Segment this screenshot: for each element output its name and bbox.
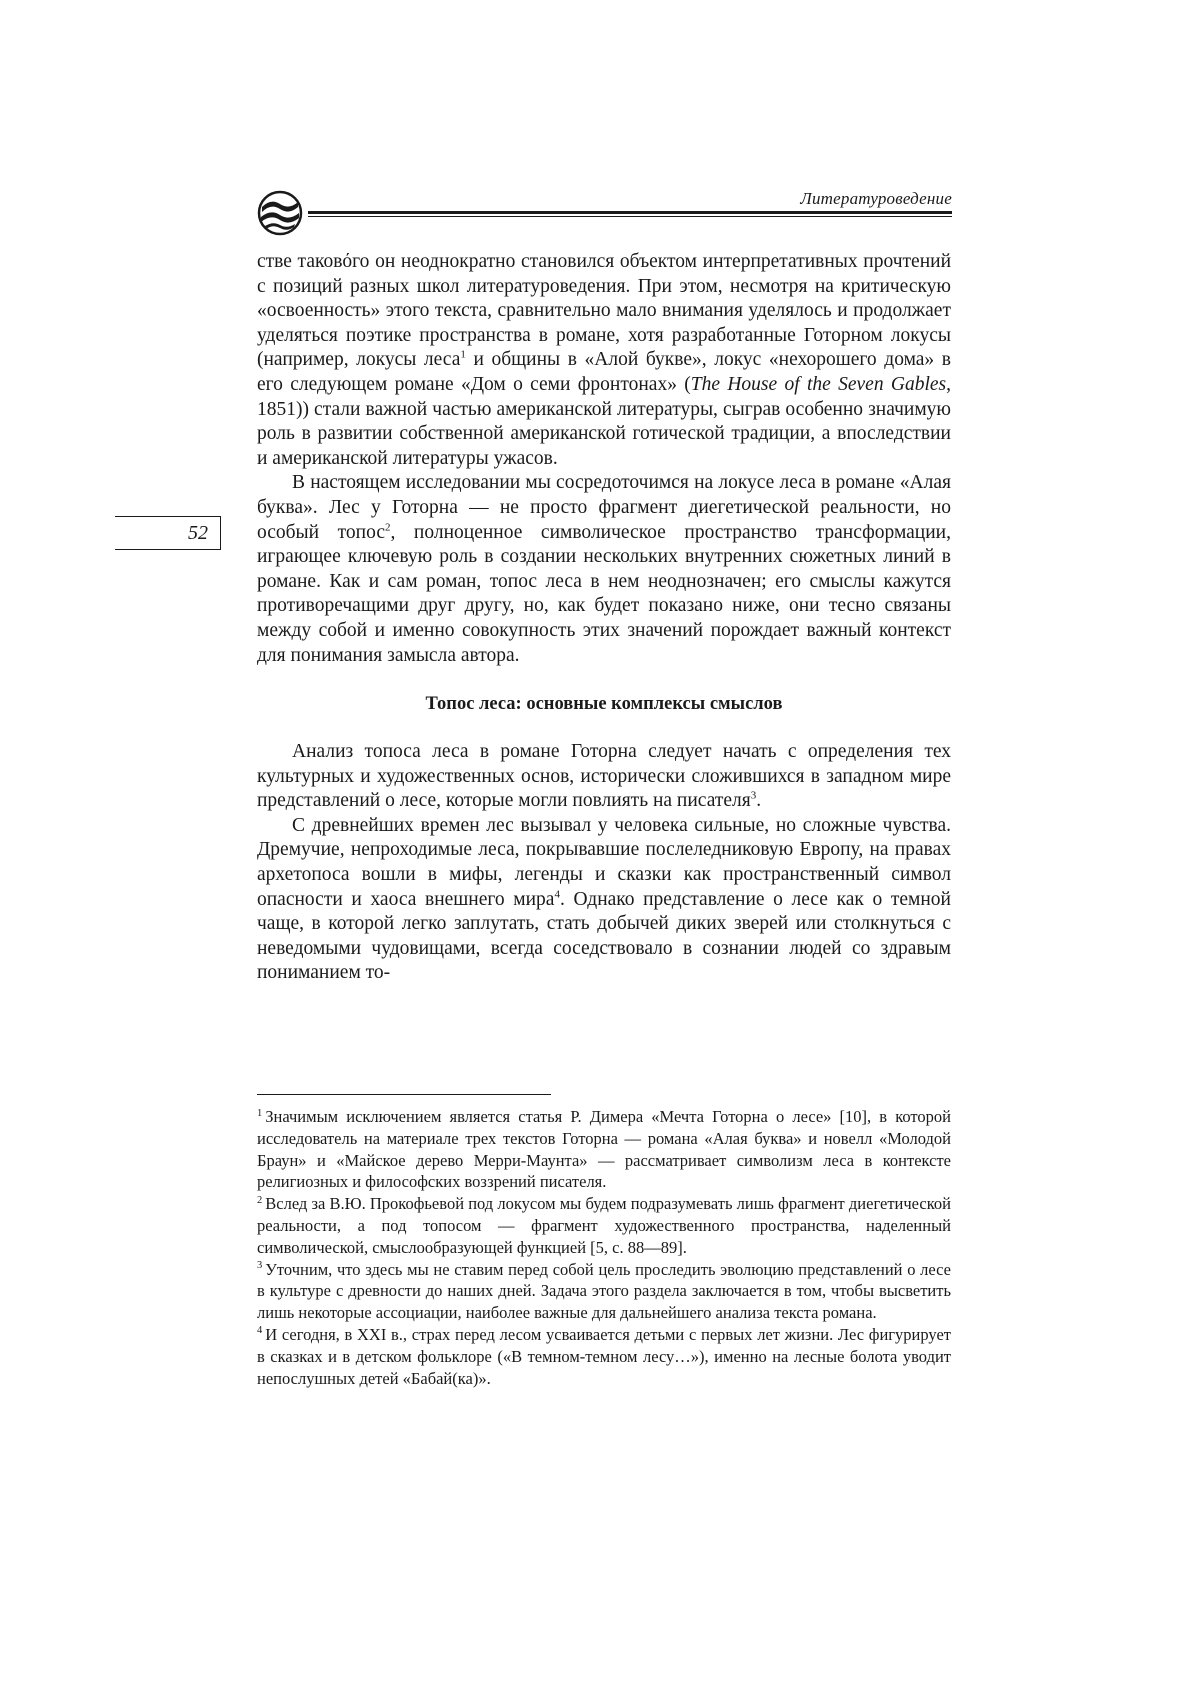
footnote-2: $^2$ Вслед за В.Ю. Прокофьевой под локусом мы будем подразумевать лишь фрагмент диегетической реальности, а под топосом — фрагмент художественного пространства, наделенный символической, смыслообразующей функцией [5, с. 88—89].: [257, 1194, 951, 1257]
footnote-ref-2[interactable]: 2: [385, 521, 391, 534]
footnote-1: $^1$ Значимым исключением является статья Р. Димера «Мечта Готорна о лесе» [10], в которой исследователь на материале трех текстов Готорна — романа «Алая буква» и новелл «Молодой Браун» и «Майское дерево Мерри-Маунта» — рассматривает символизм леса в контексте религиозных и философских воззрений писателя.: [257, 1107, 951, 1192]
footnotes: [257, 1106, 951, 1389]
waves-logo-icon: [257, 190, 303, 236]
header-rule: [308, 211, 952, 217]
section-heading: Топос леса: основные комплексы смыслов: [425, 694, 783, 715]
footnote-mark: 3: [257, 1260, 263, 1272]
footnote-3: $^3$ Уточним, что здесь мы не ставим перед собой цель проследить эволюцию представлений о лесе в культуре с древности до наших дней. Задача этого раздела заключается в том, чтобы высветить лишь некоторые ассоциации, наиболее важные для дальнейшего анализа текста романа.: [257, 1259, 951, 1323]
paragraph-1: стве таковόго он неоднократно становился объектом интерпретативных прочтений с позиций разных школ литературоведения. При этом, несмотря на критическую «освоенность» этого текста, сравнительно мало внимания уделялось и продолжает уделяться поэтике пространства в романе, хотя разработанные Готорном локусы (например, локусы леса$^1$ и общины в «Алой букве», локус «нехорошего дома» в его следующем романе «Дом о семи фронтонах» (The House of the Seven Gables, 1851)) стали важной частью американской литературы, сыграв особенно значимую роль в развитии собственной американской готической традиции, а впоследствии и американской литературы ужасов.: [257, 251, 951, 469]
paragraph-4: С древнейших времен лес вызывал у человека сильные, но сложные чувства. Дремучие, непроходимые леса, покрывавшие послеледниковую Европу, на правах архетопоса вошли в мифы, легенды и сказки как пространственный символ опасности и хаоса внешнего мира$^4$. Однако представление о лесе как о темной чаще, в которой легко заплутать, стать добычей диких зверей или столкнуться с неведомыми чудовищами, всегда соседствовало в сознании людей со здравым пониманием то-: [257, 814, 951, 984]
footnote-ref-4[interactable]: 4: [554, 888, 560, 901]
page-number-box: [115, 516, 221, 550]
body-text: [257, 250, 951, 986]
footnote-mark: 2: [257, 1194, 263, 1206]
paragraph-3: Анализ топоса леса в романе Готорна следует начать с определения тех культурных и художественных основ, исторически сложившихся в западном мире представлений о лесе, которые могли повлиять на писателя$^3$.: [257, 741, 951, 812]
italic-book-title: The House of the Seven Gables: [690, 373, 947, 395]
footnote-mark: 4: [257, 1325, 263, 1337]
footnote-ref-3[interactable]: 3: [750, 789, 757, 802]
page-number: 52: [188, 522, 208, 544]
footnote-mark: 1: [257, 1107, 263, 1119]
paragraph-2: В настоящем исследовании мы сосредоточимся на локусе леса в романе «Алая буква». Лес у Готорна — не просто фрагмент диегетической реальности, но особый топос$^2$, полноценное символическое пространство трансформации, играющее ключевую роль в создании нескольких внутренних сюжетных линий в романе. Как и сам роман, топос леса в нем неоднозначен; его смыслы кажутся противоречащими друг другу, но, как будет показано ниже, они тесно связаны между собой и именно совокупность этих значений порождает важный контекст для понимания замысла автора.: [257, 472, 951, 666]
running-header-title: Литературоведение: [800, 189, 952, 208]
footnote-4: $^4$ И сегодня, в XXI в., страх перед лесом усваивается детьми с первых лет жизни. Лес фигурирует в сказках и в детском фольклоре («В темном-темном лесу…»), именно на лесные болота уводит непослушных детей «Бабай(ка)».: [257, 1324, 951, 1388]
footnote-divider: [257, 1094, 551, 1095]
footnote-ref-1[interactable]: 1: [460, 348, 466, 361]
